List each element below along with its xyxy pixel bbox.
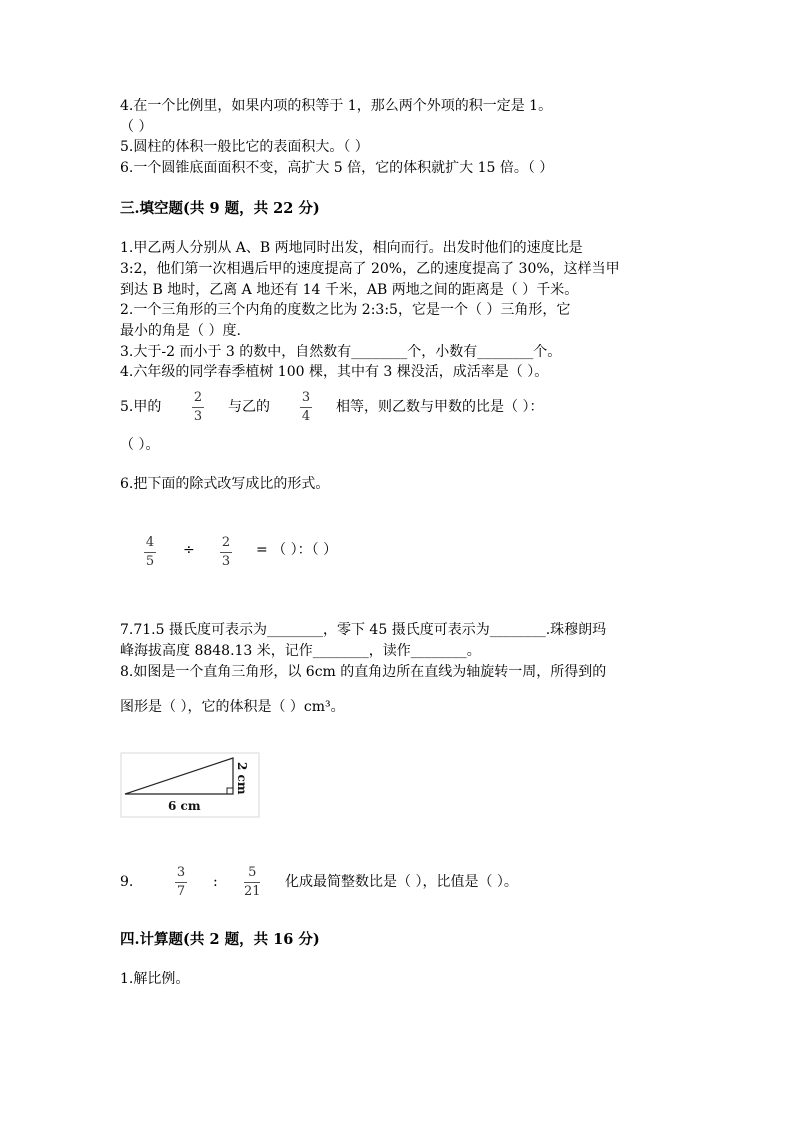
- fill-q5-answer: （ ）。: [120, 437, 160, 453]
- fill-q8-line2: 图形是（ ），它的体积是（ ）cm³。: [120, 699, 345, 715]
- denominator: 3: [221, 554, 231, 569]
- denominator: 5: [145, 554, 155, 569]
- fraction-bar: [244, 882, 260, 883]
- height-label: 2 cm: [235, 762, 249, 795]
- fraction-bar: [300, 407, 312, 408]
- section3-heading: 三.填空题(共 9 题，共 22 分): [120, 200, 320, 217]
- fill-q5-prefix: 5.甲的: [120, 399, 162, 415]
- fill-q6-fraction-2: [220, 535, 232, 570]
- fill-q6-fraction-1: [144, 535, 156, 570]
- fill-q8-line1: 8.如图是一个直角三角形，以 6cm 的直角边所在直线为轴旋转一周，所得到的: [120, 664, 607, 680]
- section4-heading: 四.计算题(共 2 题，共 16 分): [120, 931, 320, 948]
- fill-q5-fraction-1: [192, 390, 204, 425]
- fill-q6-text: 6.把下面的除式改写成比的形式。: [120, 476, 330, 492]
- fraction-bar: [175, 882, 187, 883]
- calc-q1: 1.解比例。: [120, 971, 190, 987]
- fill-q2-line1: 2.一个三角形的三个内角的度数之比为 2:3:5，它是一个（ ）三角形，它: [120, 302, 571, 318]
- judge-q4-answer: （ ）: [120, 119, 153, 135]
- fill-q9-fraction-2: [244, 865, 261, 900]
- fraction-bar: [144, 552, 156, 553]
- numerator: 2: [193, 390, 203, 405]
- denominator: 21: [244, 884, 261, 899]
- fill-q9-rest: 化成最简整数比是（ ），比值是（ ）。: [285, 874, 518, 890]
- fill-q1-line1: 1.甲乙两人分别从 A、B 两地同时出发，相向而行。出发时他们的速度比是: [120, 240, 583, 256]
- numerator: 5: [248, 865, 257, 880]
- fill-q7-line2: 峰海拔高度 8848.13 米，记作________，读作________。: [120, 643, 481, 659]
- fill-q6-divide-sign: ÷: [183, 542, 195, 558]
- base-label: 6 cm: [168, 799, 201, 813]
- fill-q5-middle: 与乙的: [228, 399, 270, 415]
- fill-q2-line2: 最小的角是（ ）度.: [120, 323, 241, 339]
- numerator: 4: [145, 535, 155, 550]
- fraction-bar: [192, 407, 204, 408]
- denominator: 7: [176, 884, 186, 899]
- numerator: 3: [301, 390, 311, 405]
- denominator: 3: [193, 409, 203, 424]
- denominator: 4: [301, 409, 311, 424]
- numerator: 2: [221, 535, 231, 550]
- fill-q7-line1: 7.71.5 摄氏度可表示为________，零下 45 摄氏度可表示为________.珠穆朗玛: [120, 622, 607, 638]
- fill-q5-suffix: 相等，则乙数与甲数的比是（ ）：: [336, 399, 544, 415]
- judge-q5: 5.圆柱的体积一般比它的表面积大。（ ）: [120, 139, 369, 155]
- fill-q3: 3.大于-2 而小于 3 的数中，自然数有________个，小数有________个。: [120, 344, 562, 360]
- fill-q9-colon: :: [213, 874, 218, 890]
- fill-q9-fraction-1: [175, 865, 187, 900]
- judge-q4-line1: 4.在一个比例里，如果内项的积等于 1，那么两个外项的积一定是 1。: [120, 98, 553, 114]
- fill-q1-line3: 到达 B 地时，乙离 A 地还有 14 千米，AB 两地之间的距离是（ ）千米。: [120, 282, 579, 298]
- judge-q6: 6.一个圆锥底面面积不变，高扩大 5 倍，它的体积就扩大 15 倍。（ ）: [120, 160, 554, 176]
- fraction-bar: [220, 552, 232, 553]
- fill-q5-fraction-2: [300, 390, 312, 425]
- right-triangle-figure: [120, 752, 260, 818]
- fill-q4: 4.六年级的同学春季植树 100 棵，其中有 3 棵没活，成活率是（ ）。: [120, 364, 549, 380]
- fill-q6-rest: = （ ）：（ ）: [256, 542, 338, 558]
- fill-q9-number: 9.: [120, 874, 134, 890]
- numerator: 3: [176, 865, 186, 880]
- fill-q1-line2: 3:2，他们第一次相遇后甲的速度提高了 20%，乙的速度提高了 30%，这样当甲: [120, 261, 620, 277]
